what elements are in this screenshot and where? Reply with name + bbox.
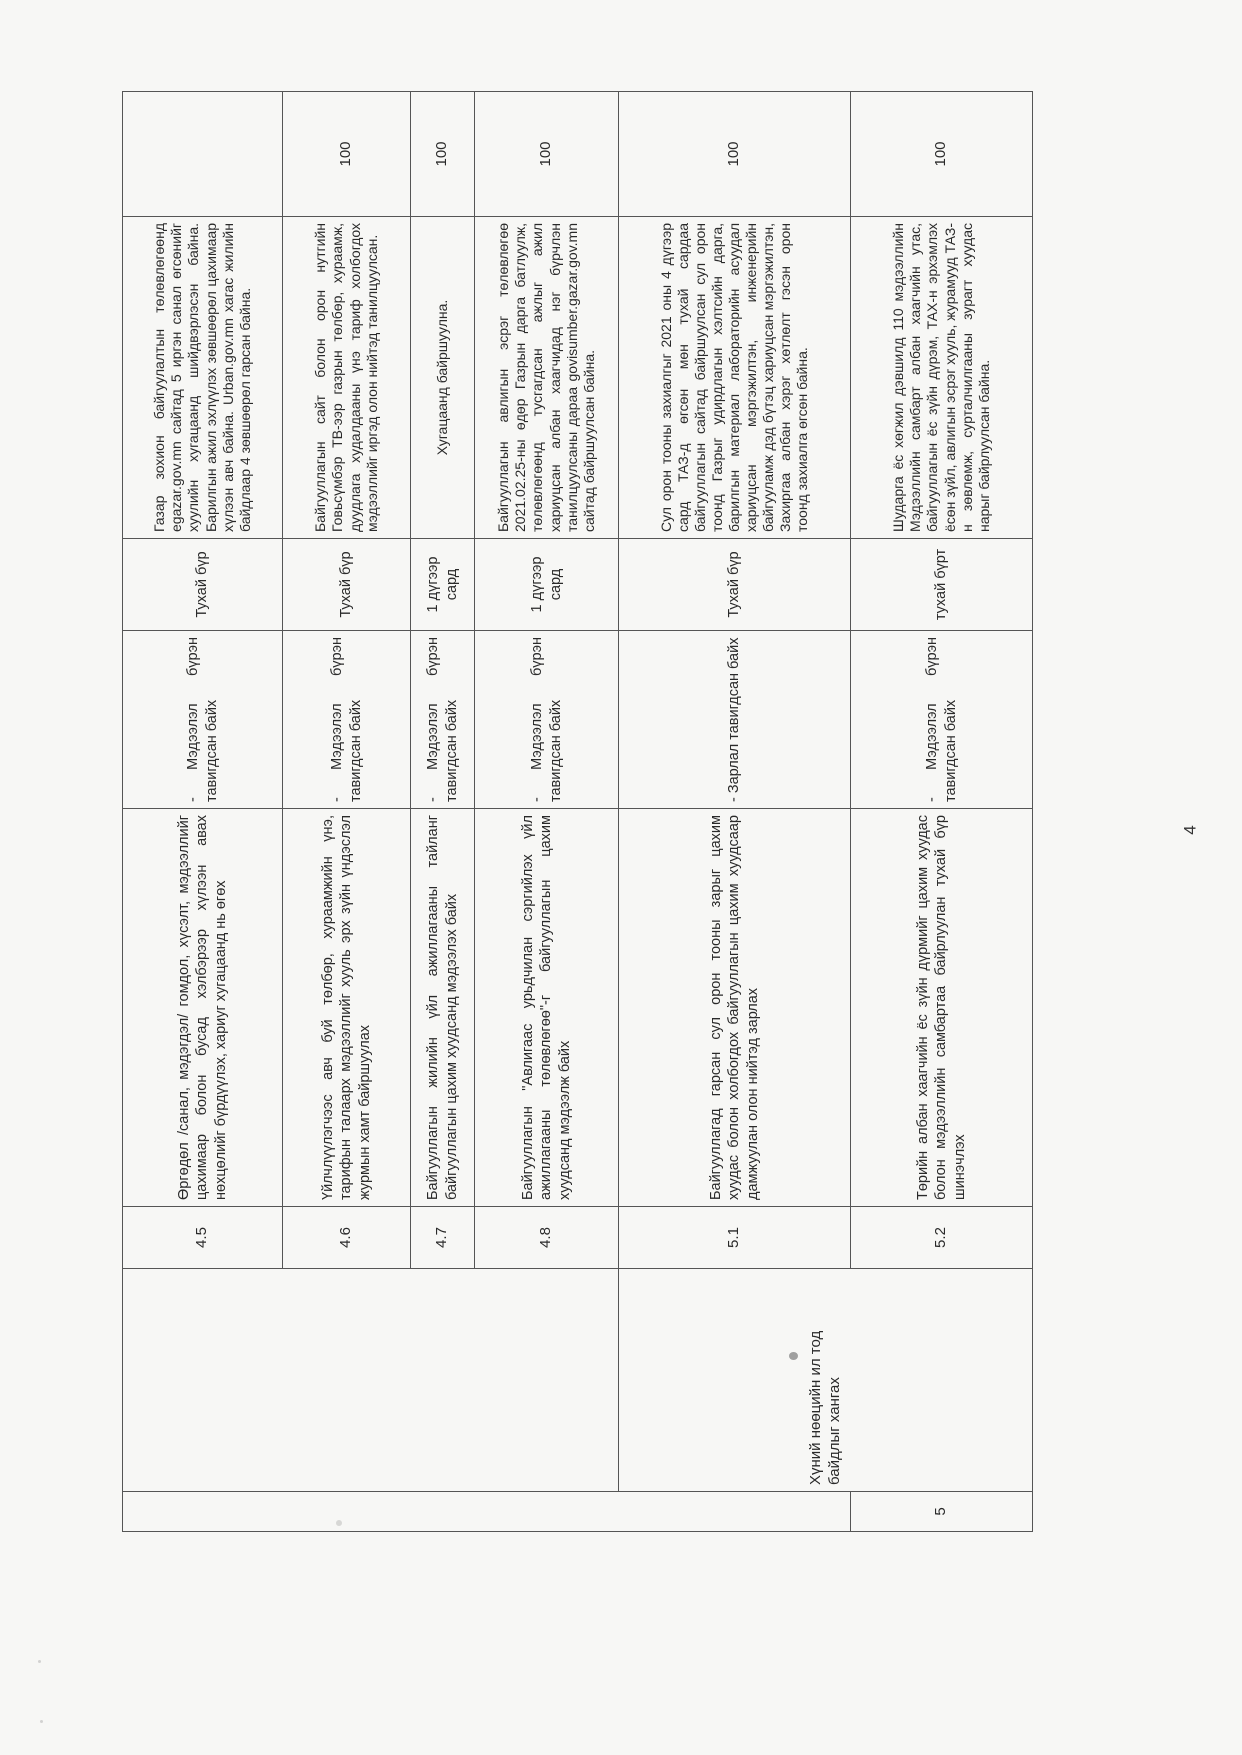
- percent-cell: 100: [619, 92, 851, 217]
- percent-cell: 100: [475, 92, 619, 217]
- task-cell: Төрийн албан хаагчийн ёс зүйн дүрмийг цахим хуудас болон мэдээллийн самбартаа байрлуулан тухай бүр шинэчлэх: [851, 809, 1033, 1207]
- criterion-cell: - Мэдээлэл бүрэн тавигдсан байх: [123, 631, 283, 809]
- result-cell: Байгууллагын авлигын эсрэг төлөвлөгөө 2021.02.25-ны өдөр Газрын дарга батлуулж, төлөвлөгөөнд тусгагдсан ажлыг ажил хариуцсан албан хаагчидад нэг бүрчлэн танилцуулсаны дараа govisumber.gazar.gov.mn сайтад байршуулсан байна.: [475, 217, 619, 539]
- area-cell: [123, 1269, 619, 1492]
- percent-cell: 100: [851, 92, 1033, 217]
- criterion-cell: - Мэдээлэл бүрэн тавигдсан байх: [283, 631, 411, 809]
- timing-cell: 1 дүгээр сард: [475, 539, 619, 631]
- code-cell: 4.7: [411, 1207, 475, 1269]
- criterion-cell: - Мэдээлэл бүрэн тавигдсан байх: [475, 631, 619, 809]
- timing-cell: Тухай бүр: [619, 539, 851, 631]
- percent-cell: 100: [411, 92, 475, 217]
- task-cell: Үйлчлүүлэгчээс авч буй төлбөр, хураамжийн үнэ, тарифын талаарх мэдээллийг хууль эрх зүйн үндэслэл журмын хамт байршуулах: [283, 809, 411, 1207]
- criterion-cell: - Зарлал тавигдсан байх: [619, 631, 851, 809]
- rotated-table-wrapper: [122, 92, 1032, 1532]
- criterion-cell: - Мэдээлэл бүрэн тавигдсан байх: [851, 631, 1033, 809]
- section-number-cell: [123, 1492, 851, 1532]
- task-cell: Байгууллагад гарсан сул орон тооны зарыг цахим хуудас болон холбогдох байгууллагын цахим хуудсаар дамжуулан олон нийтэд зарлах: [619, 809, 851, 1207]
- timing-cell: Тухай бүр: [123, 539, 283, 631]
- table-row: [619, 92, 851, 1532]
- code-cell: 4.5: [123, 1207, 283, 1269]
- timing-cell: Тухай бүр: [283, 539, 411, 631]
- section-number-cell: 5: [851, 1492, 1033, 1532]
- code-cell: 4.8: [475, 1207, 619, 1269]
- result-cell: Шударга ёс хөгжил дэвшилд 110 мэдээллийн Мэдээллийн самбарт албан хаагчийн утас, байгууллагын ёс зүйн дүрэм, ТАХ-н эрхэмлэх ёсөн зүйл, авлигын эсрэг хууль, журамууд ТАЗ-н зөвлөмж, сурталчилгааны зурагт хуудас нарыг байрлуулсан байна.: [851, 217, 1033, 539]
- code-cell: 5.2: [851, 1207, 1033, 1269]
- percent-cell: [123, 92, 283, 217]
- result-cell: Сул орон тооны захиалгыг 2021 оны 4 дүгээр сард ТАЗ-д өгсөн мөн тухай сардаа байгууллагын сайтад байршуулсан сул орон тоонд Газрыг удирдлагын хэлтсийн дарга, барилгын материал лабораторийн асуудал хариуцсан мэргэжилтэн, инженерийн байгууламж дэд бүтэц хариуцсан мэргэжилтэн, Захиргаа албан хэрэг хөтлөлт гэсэн орон тоонд захиалга өгсөн байна.: [619, 217, 851, 539]
- task-cell: Байгууллагын жилийн үйл ажиллагааны тайланг байгууллагын цахим хуудсанд мэдээлэх байх: [411, 809, 475, 1207]
- code-cell: 5.1: [619, 1207, 851, 1269]
- page-number: 4: [1180, 825, 1200, 835]
- result-cell: Байгууллагын сайт болон орон нутгийн Говьсүмбэр ТВ-ээр газрын төлбөр, хураамж, дуудлага худалдааны үнэ тариф холбогдох мэдээллийг иргэд олон нийтэд танилцуулсан.: [283, 217, 411, 539]
- code-cell: 4.6: [283, 1207, 411, 1269]
- plan-table: [122, 91, 1033, 1532]
- task-cell: Байгууллагын "Авлигаас урьдчилан сэргийлэх үйл ажиллагааны төлөвлөгөө"-г байгууллагын цахим хуудсанд мэдээлж байх: [475, 809, 619, 1207]
- table-row: [123, 92, 283, 1532]
- criterion-cell: - Мэдээлэл бүрэн тавигдсан байх: [411, 631, 475, 809]
- scan-speck: [38, 1660, 41, 1663]
- result-cell: Хугацаанд байршуулна.: [411, 217, 475, 539]
- area-cell: Хүний нөөцийн ил тод байдлыг хангах: [619, 1269, 1033, 1492]
- scan-speck: [40, 1720, 43, 1723]
- result-cell: Газар зохион байгуулалтын төлөвлөгөөнд egazar.gov.mn сайтад 5 иргэн санал өгсөнийг хуулийн хугацаанд шийдвэрлэсэн байна. Барилгын ажил эхлүүлэх зөвшөөрөл цахимаар хүлээн авч байна. Urban.gov.mn хагас жилийн байдлаар 4 зөвшөөрөл гарсан байна.: [123, 217, 283, 539]
- task-cell: Өргөдөл /санал, мэдэгдэл/ гомдол, хүсэлт, мэдээллийг цахимаар болон бусад хэлбэрээр хүлээн авах нөхцөлийг бүрдүүлэх, хариуг хугацаанд нь өгөх: [123, 809, 283, 1207]
- timing-cell: тухай бүрт: [851, 539, 1033, 631]
- timing-cell: 1 дүгээр сард: [411, 539, 475, 631]
- percent-cell: 100: [283, 92, 411, 217]
